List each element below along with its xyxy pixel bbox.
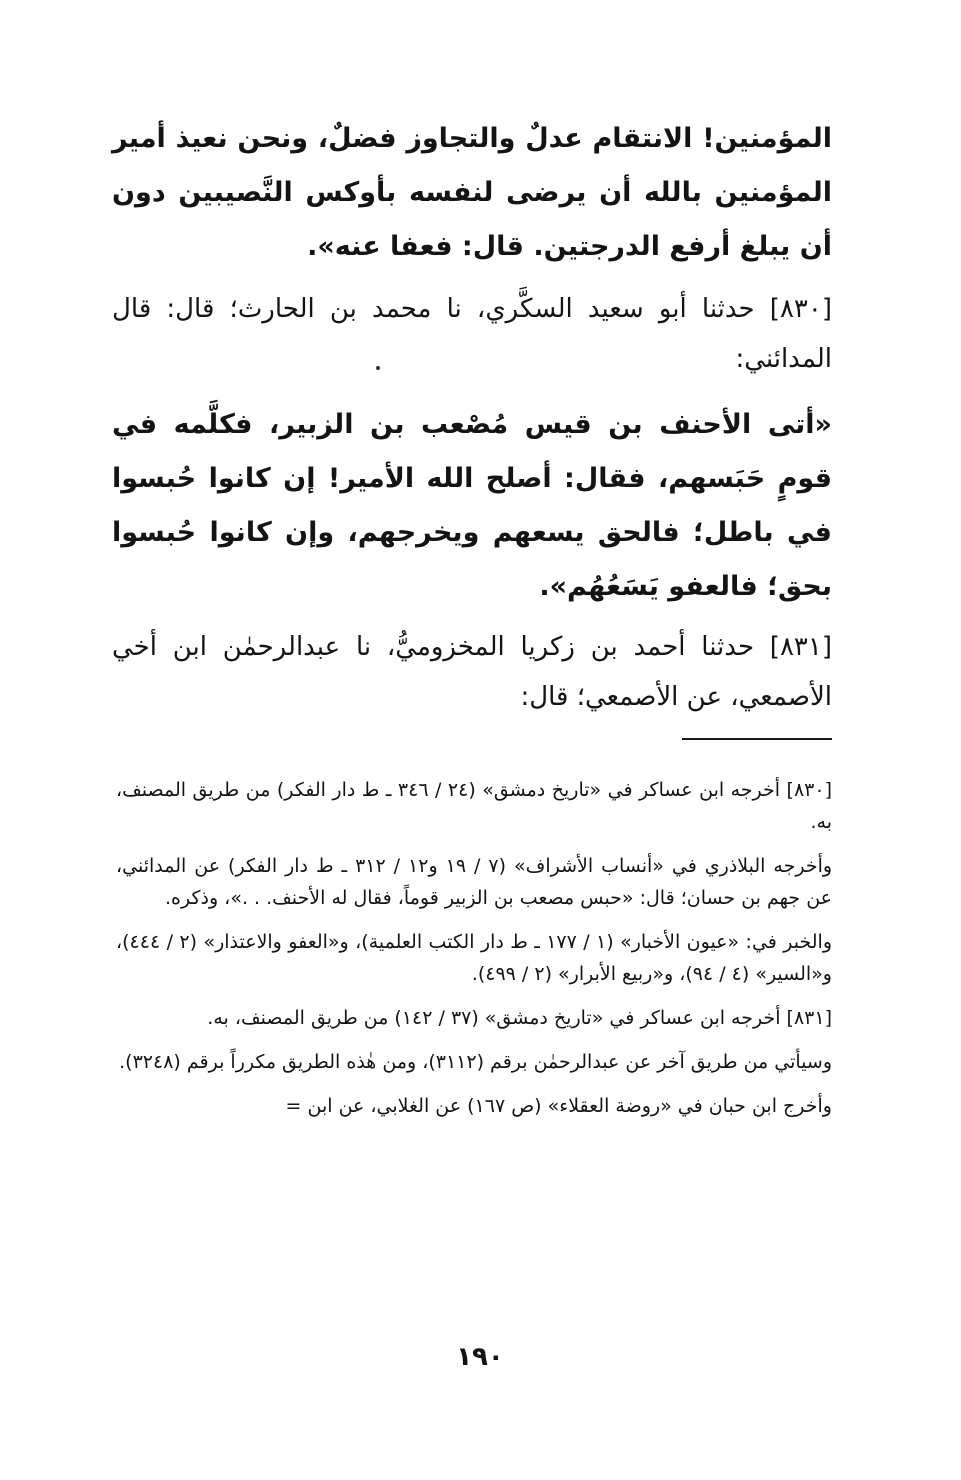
footnote-item: وأخرجه البلاذري في «أنساب الأشراف» (٧ / ١٩ و١٢ / ٣١٢ ـ ط دار الفكر) عن المدائني، عن جهم بن حسان؛ قال: «حبس مصعب بن الزبير قوماً، فقال له الأحنف. . .»، وذكره. bbox=[116, 855, 833, 909]
footnote-separator bbox=[682, 738, 832, 740]
quote-paragraph-continued: المؤمنين! الانتقام عدلٌ والتجاوز فضلٌ، ونحن نعيذ أمير المؤمنين بالله أن يرضى لنفسه بأوكس النَّصيبين دون أن يبلغ أرفع الدرجتين. قال: فعفا عنه». bbox=[112, 123, 832, 262]
stray-mark bbox=[376, 366, 380, 370]
footnote-item: وسيأتي من طريق آخر عن عبدالرحمٰن برقم (٣١١٢)، ومن هٰذه الطريق مكرراً برقم (٣٢٤٨). bbox=[119, 1051, 832, 1073]
page-number: ١٩٠ bbox=[456, 1342, 504, 1372]
narration-830: [٨٣٠] حدثنا أبو سعيد السكَّري، نا محمد بن الحارث؛ قال: قال المدائني: bbox=[112, 294, 832, 374]
footnote-item: والخبر في: «عيون الأخبار» (١ / ١٧٧ ـ ط دار الكتب العلمية)، و«العفو والاعتذار» (٢ / ٤٤٤)، و«السير» (٤ / ٩٤)، و«ربيع الأبرار» (٢ / ٤٩٩). bbox=[116, 931, 833, 985]
narration-831: [٨٣١] حدثنا أحمد بن زكريا المخزوميُّ، نا عبدالرحمٰن ابن أخي الأصمعي، عن الأصمعي؛ قال: bbox=[112, 632, 832, 712]
footnotes bbox=[116, 738, 832, 1134]
quote-paragraph-830: «أتى الأحنف بن قيس مُصْعب بن الزبير، فكلَّمه في قومٍ حَبَسهم، فقال: أصلح الله الأمير! إن كانوا حُبسوا في باطل؛ فالحق يسعهم ويخرجهم، وإن كانوا حُبسوا بحق؛ فالعفو يَسَعُهُم». bbox=[112, 409, 832, 602]
footnote-item: [٨٣٠] أخرجه ابن عساكر في «تاريخ دمشق» (٢٤ / ٣٤٦ ـ ط دار الفكر) من طريق المصنف، به. bbox=[116, 779, 832, 833]
footnote-item: وأخرج ابن حبان في «روضة العقلاء» (ص ١٦٧) عن الغلابي، عن ابن = bbox=[285, 1095, 832, 1117]
main-text bbox=[112, 112, 832, 722]
footnote-item: [٨٣١] أخرجه ابن عساكر في «تاريخ دمشق» (٣٧ / ١٤٢) من طريق المصنف، به. bbox=[207, 1007, 832, 1029]
